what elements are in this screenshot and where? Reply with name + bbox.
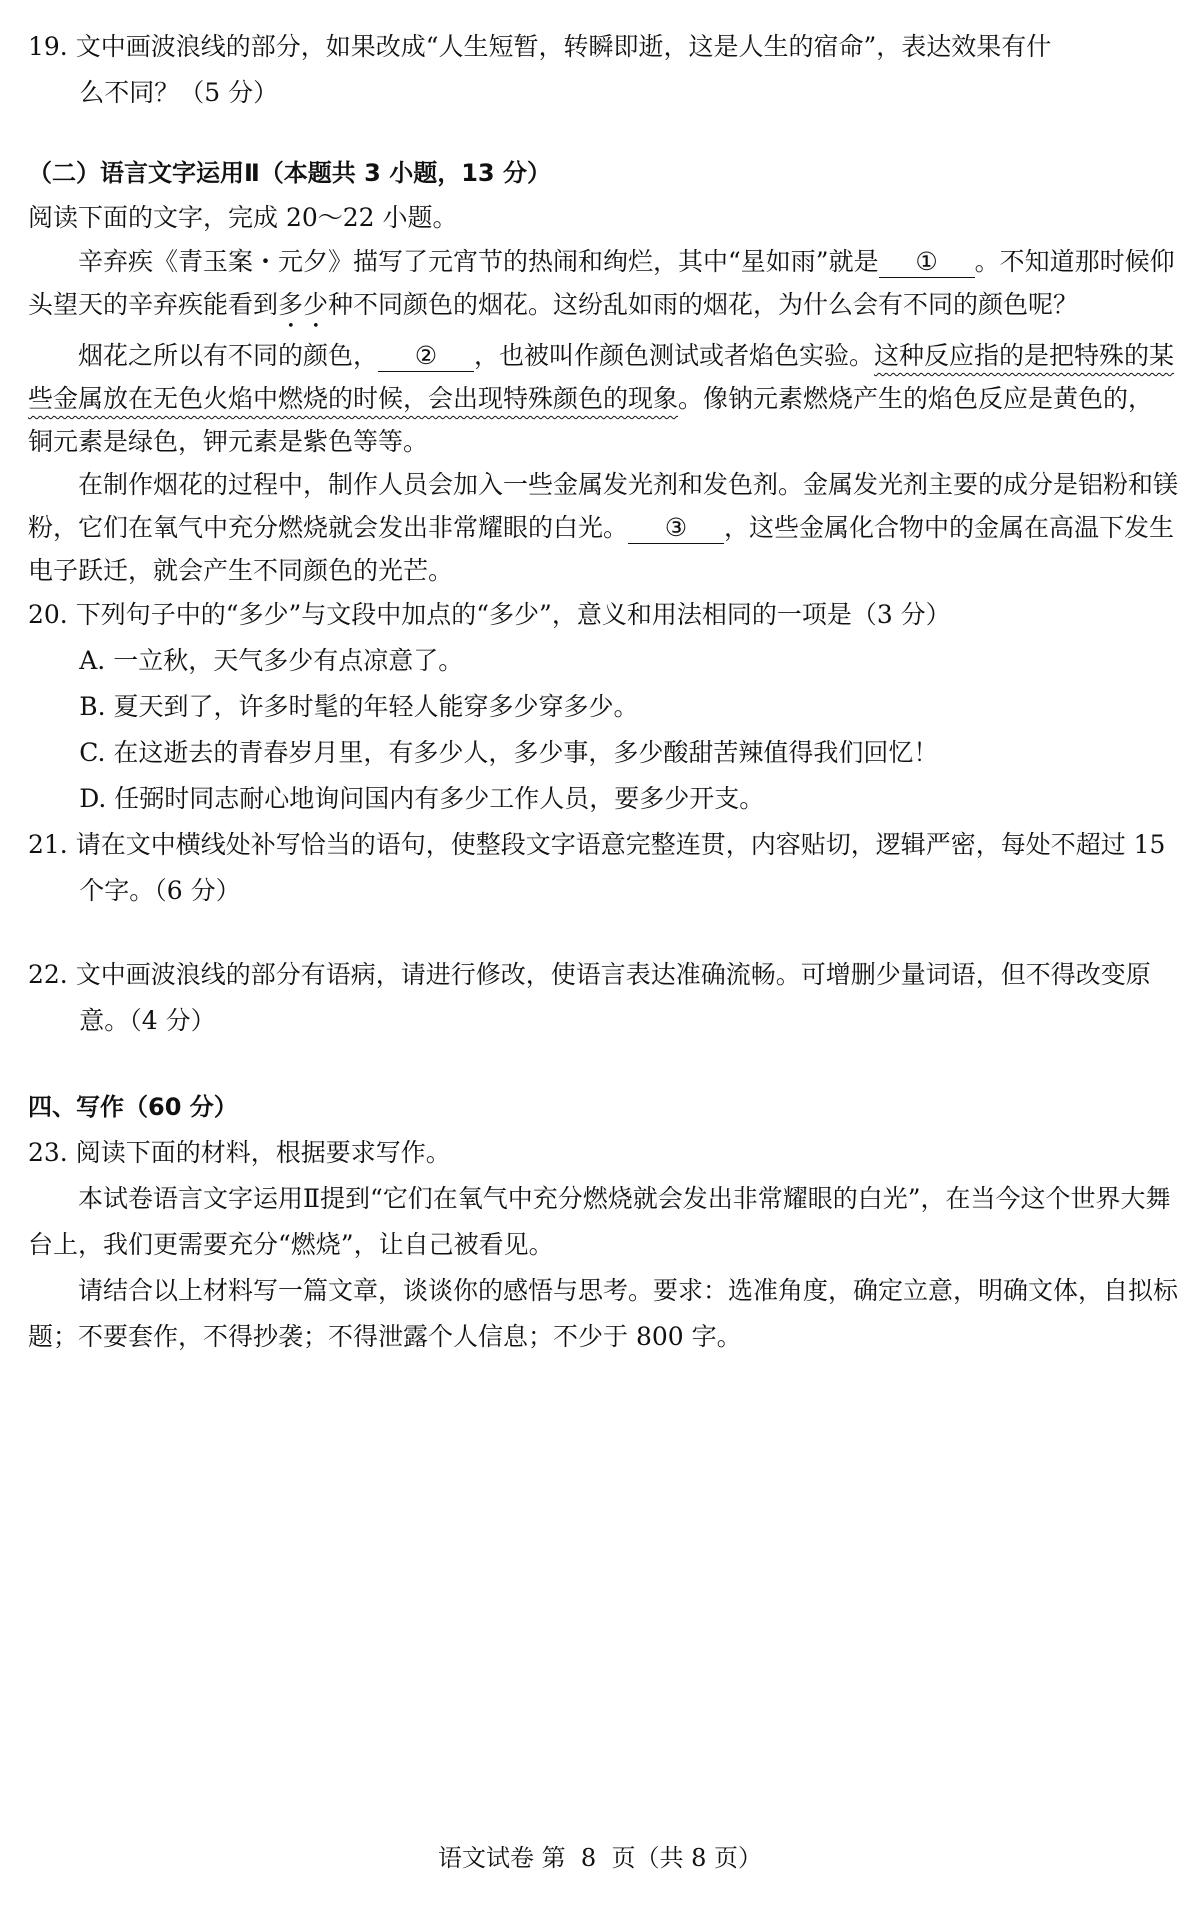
passage-p2-text-c: 。像钠元素燃烧产生的焰色反应是黄色的，铜元素是绿色，钾元素是紫色等等。 (28, 384, 1154, 456)
dotted-word-duoshao: 多少 (278, 290, 329, 319)
q20-stem: 20. 下列句子中的“多少”与文段中加点的“多少”，意义和用法相同的一项是（3 分） (28, 600, 951, 629)
q19-line2: 么不同？（5 分） (79, 78, 279, 107)
passage-paragraph-3 (28, 463, 1178, 592)
q21-stem: 21. 请在文中横线处补写恰当的语句，使整段文字语意完整连贯，内容贴切，逻辑严密，每处不超过 15 个字。（6 分） (28, 830, 1166, 905)
section-4 (28, 1084, 1178, 1360)
blank-1: ① (879, 247, 975, 278)
wavy-underlined-sentence: 这种反应指的是把特殊的某些金属放在无色火焰中燃烧的时候，会出现特殊颜色的现象 (28, 341, 1175, 413)
exam-page (28, 24, 1178, 1360)
blank-2: ② (378, 341, 474, 372)
footer-page-number: 8 (580, 1844, 597, 1872)
blank-3: ③ (628, 513, 724, 544)
passage-p3-text-b: ，这些金属化合物中的金属在高温下发生电子跃迁，就会产生不同颜色的光芒。 (28, 513, 1175, 585)
q20-option-b: B. 夏天到了，许多时髦的年轻人能穿多少穿多少。 (79, 692, 639, 721)
q20-option-d: D. 任弼时同志耐心地询问国内有多少工作人员，要多少开支。 (79, 784, 765, 813)
passage-p2-text-b: ，也被叫作颜色测试或者焰色实验。 (474, 341, 875, 370)
q20-option-a: A. 一立秋，天气多少有点凉意了。 (79, 646, 464, 675)
q23-material: 本试卷语言文字运用Ⅱ提到“它们在氧气中充分燃烧就会发出非常耀眼的白光”，在当今这个世界大舞台上，我们更需要充分“燃烧”，让自己被看见。 (28, 1184, 1171, 1259)
question-21 (28, 822, 1178, 914)
q23-stem: 23. 阅读下面的材料，根据要求写作。 (28, 1138, 451, 1167)
question-20 (28, 592, 1178, 822)
page-footer (0, 1838, 1200, 1878)
passage-paragraph-1 (28, 240, 1178, 334)
q20-option-c: C. 在这逝去的青春岁月里，有多少人，多少事，多少酸甜苦辣值得我们回忆！ (79, 738, 939, 767)
question-22 (28, 952, 1178, 1044)
passage-p2-text-a: 烟花之所以有不同的颜色， (78, 341, 379, 370)
passage-p1-text-a: 辛弃疾《青玉案・元夕》描写了元宵节的热闹和绚烂，其中“星如雨”就是 (78, 247, 879, 276)
passage-p3-text-a: 在制作烟花的过程中，制作人员会加入一些金属发光剂和发色剂。金属发光剂主要的成分是铝粉和镁粉，它们在氧气中充分燃烧就会发出非常耀眼的白光。 (28, 470, 1179, 542)
passage-paragraph-2 (28, 334, 1178, 463)
q22-stem: 22. 文中画波浪线的部分有语病，请进行修改，使语言表达准确流畅。可增删少量词语，但不得改变原意。（4 分） (28, 960, 1151, 1035)
passage-p1-text-c: 种不同颜色的烟花。这纷乱如雨的烟花，为什么会有不同的颜色呢？ (328, 290, 1079, 319)
q23-requirement: 请结合以上材料写一篇文章，谈谈你的感悟与思考。要求：选准角度，确定立意，明确文体，自拟标题；不要套作，不得抄袭；不得泄露个人信息；不少于 800 字。 (28, 1276, 1179, 1351)
footer-prefix: 语文试卷 第 (438, 1844, 566, 1872)
footer-suffix: 页（共 8 页） (611, 1844, 762, 1872)
section-4-heading: 四、写作（60 分） (28, 1093, 238, 1121)
section-2-heading: （二）语言文字运用Ⅱ（本题共 3 小题，13 分） (28, 159, 551, 187)
passage-p1-text-b: 。不知道那时候仰头望天的辛弃疾能看到 (28, 247, 1175, 319)
section-2-instruction: 阅读下面的文字，完成 20～22 小题。 (28, 203, 458, 232)
question-19 (28, 24, 1178, 116)
section-2 (28, 150, 1178, 592)
q19-line1: 19. 文中画波浪线的部分，如果改成“人生短暂，转瞬即逝，这是人生的宿命”，表达效果有什 (28, 32, 1052, 61)
